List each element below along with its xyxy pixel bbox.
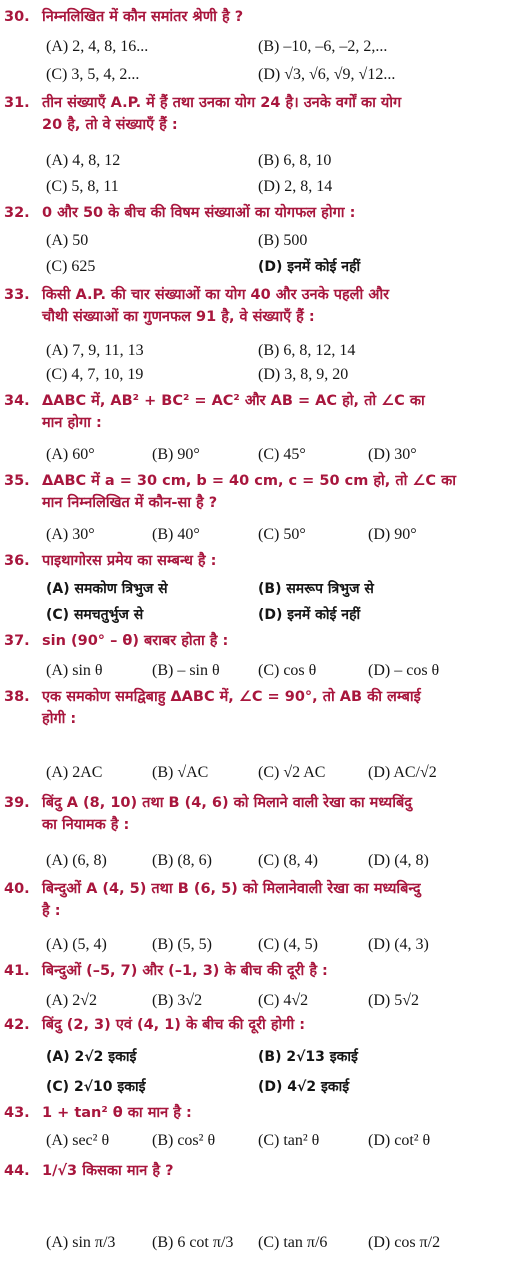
option-text: (A) 2√2 इकाई	[46, 1049, 137, 1065]
option-text: (D) इनमें कोई नहीं	[258, 607, 361, 623]
option-39-a	[46, 850, 107, 871]
option-39-c	[258, 850, 318, 871]
question-line	[4, 306, 503, 328]
question-line	[4, 390, 503, 412]
option-text: (C) 625	[46, 258, 96, 275]
option-39-d	[368, 850, 429, 871]
option-text: (D) इनमें कोई नहीं	[258, 259, 361, 275]
question-text: ΔABC में, AB² + BC² = AC² और AB = AC हो, तो ∠C का	[42, 393, 425, 409]
question-41	[4, 960, 503, 982]
option-text: (A) 30°	[46, 526, 95, 543]
option-text: (C) 2√10 इकाई	[46, 1079, 146, 1095]
option-text: (C) 45°	[258, 446, 306, 463]
question-number: 34.	[4, 393, 30, 409]
option-34-d	[368, 444, 417, 465]
question-line	[4, 708, 503, 730]
question-text: है :	[42, 903, 61, 919]
option-30-c	[46, 64, 139, 85]
question-number: 41.	[4, 963, 30, 979]
option-text: (C) √2 AC	[258, 764, 326, 781]
option-text: (A) 4, 8, 12	[46, 152, 121, 169]
question-line	[4, 92, 503, 114]
option-text: (C) 50°	[258, 526, 306, 543]
question-line	[4, 6, 503, 28]
option-42-a	[46, 1046, 136, 1067]
option-30-b	[258, 36, 387, 57]
option-32-a	[46, 230, 88, 251]
option-text: (B) समरूप त्रिभुज से	[258, 581, 374, 597]
question-line	[4, 1102, 503, 1124]
option-text: (C) 5, 8, 11	[46, 178, 119, 195]
option-text: (C) cos θ	[258, 662, 317, 679]
question-number: 43.	[4, 1105, 30, 1121]
option-38-c	[258, 762, 325, 783]
question-number: 37.	[4, 633, 30, 649]
option-41-d	[368, 990, 419, 1011]
question-38	[4, 686, 503, 730]
option-42-b	[258, 1046, 358, 1067]
question-text: बिन्दुओं A (4, 5) तथा B (6, 5) को मिलानेवाली रेखा का मध्यबिन्दु	[42, 881, 421, 897]
question-number: 31.	[4, 95, 30, 111]
option-31-c	[46, 176, 119, 197]
option-text: (A) (6, 8)	[46, 852, 107, 869]
option-32-b	[258, 230, 307, 251]
option-text: (D) – cos θ	[368, 662, 440, 679]
option-38-d	[368, 762, 437, 783]
option-40-b	[152, 934, 212, 955]
option-44-d	[368, 1232, 440, 1253]
question-35	[4, 470, 503, 514]
option-37-c	[258, 660, 316, 681]
option-text: (A) 2AC	[46, 764, 103, 781]
option-text: (C) समचतुर्भुज से	[46, 607, 144, 623]
question-number: 32.	[4, 205, 30, 221]
option-text: (D) AC/√2	[368, 764, 437, 781]
option-31-a	[46, 150, 120, 171]
question-42	[4, 1014, 503, 1036]
option-text: (B) 500	[258, 232, 308, 249]
question-text: निम्नलिखित में कौन समांतर श्रेणी है ?	[42, 9, 244, 25]
question-line	[4, 814, 503, 836]
question-text: 1 + tan² θ का मान है :	[42, 1105, 192, 1121]
option-42-d	[258, 1076, 349, 1097]
option-40-a	[46, 934, 107, 955]
question-text: बिंदु A (8, 10) तथा B (4, 6) को मिलाने वाली रेखा का मध्यबिंदु	[42, 795, 412, 811]
question-text: मान होगा :	[42, 415, 102, 431]
question-44	[4, 1160, 503, 1182]
option-33-c	[46, 364, 143, 385]
question-text: किसी A.P. की चार संख्याओं का योग 40 और उनके पहली और	[42, 287, 390, 303]
option-text: (C) 3, 5, 4, 2...	[46, 66, 140, 83]
question-number: 36.	[4, 553, 30, 569]
question-text: ΔABC में a = 30 cm, b = 40 cm, c = 50 cm हो, तो ∠C का	[42, 473, 457, 489]
option-text: (A) 60°	[46, 446, 95, 463]
option-31-d	[258, 176, 332, 197]
option-44-a	[46, 1232, 115, 1253]
option-text: (D) 4√2 इकाई	[258, 1079, 350, 1095]
option-text: (A) sec² θ	[46, 1132, 110, 1149]
option-text: (B) (5, 5)	[152, 936, 212, 953]
option-33-d	[258, 364, 348, 385]
option-43-a	[46, 1130, 109, 1151]
question-number: 30.	[4, 9, 30, 25]
question-40	[4, 878, 503, 922]
option-text: (C) tan² θ	[258, 1132, 320, 1149]
option-34-c	[258, 444, 306, 465]
option-text: (D) (4, 3)	[368, 936, 429, 953]
question-number: 42.	[4, 1017, 30, 1033]
option-34-b	[152, 444, 200, 465]
option-40-d	[368, 934, 429, 955]
question-text: तीन संख्याएँ A.P. में हैं तथा उनका योग 24 है। उनके वर्गों का योग	[42, 95, 402, 111]
question-line	[4, 900, 503, 922]
question-line	[4, 114, 503, 136]
option-text: (A) 7, 9, 11, 13	[46, 342, 144, 359]
option-36-c	[46, 604, 143, 625]
question-text: sin (90° – θ) बराबर होता है :	[42, 633, 229, 649]
option-36-a	[46, 578, 168, 599]
question-line	[4, 792, 503, 814]
question-text: पाइथागोरस प्रमेय का सम्बन्ध है :	[42, 553, 217, 569]
option-39-b	[152, 850, 212, 871]
option-text: (B) cos² θ	[152, 1132, 216, 1149]
option-text: (B) 2√13 इकाई	[258, 1049, 358, 1065]
question-text: चौथी संख्याओं का गुणनफल 91 है, वे संख्याएँ हैं :	[42, 309, 315, 325]
option-35-a	[46, 524, 95, 545]
option-32-d	[258, 256, 360, 277]
question-line	[4, 878, 503, 900]
option-30-d	[258, 64, 395, 85]
option-text: (C) tan π/6	[258, 1234, 328, 1251]
question-43	[4, 1102, 503, 1124]
question-text: बिंदु (2, 3) एवं (4, 1) के बीच की दूरी होगी :	[42, 1017, 306, 1033]
option-text: (D) 90°	[368, 526, 417, 543]
option-43-c	[258, 1130, 319, 1151]
question-text: 1/√3 किसका मान है ?	[42, 1163, 174, 1179]
option-text: (D) cos π/2	[368, 1234, 441, 1251]
option-31-b	[258, 150, 331, 171]
option-text: (C) (8, 4)	[258, 852, 318, 869]
option-text: (B) 6, 8, 12, 14	[258, 342, 356, 359]
option-30-a	[46, 36, 148, 57]
question-line	[4, 470, 503, 492]
option-text: (A) 2√2	[46, 992, 97, 1009]
question-line	[4, 686, 503, 708]
option-text: (D) √3, √6, √9, √12...	[258, 66, 396, 83]
question-text: मान निम्नलिखित में कौन-सा है ?	[42, 495, 218, 511]
option-41-c	[258, 990, 308, 1011]
option-35-b	[152, 524, 200, 545]
question-30	[4, 6, 503, 28]
question-line	[4, 492, 503, 514]
option-text: (C) (4, 5)	[258, 936, 318, 953]
question-line	[4, 1160, 503, 1182]
option-text: (B) – sin θ	[152, 662, 220, 679]
question-36	[4, 550, 503, 572]
option-38-a	[46, 762, 102, 783]
option-text: (A) (5, 4)	[46, 936, 107, 953]
question-line	[4, 960, 503, 982]
option-43-b	[152, 1130, 215, 1151]
option-41-b	[152, 990, 202, 1011]
option-35-c	[258, 524, 306, 545]
option-text: (D) 3, 8, 9, 20	[258, 366, 349, 383]
question-33	[4, 284, 503, 328]
option-text: (B) √AC	[152, 764, 209, 781]
option-35-d	[368, 524, 417, 545]
option-33-a	[46, 340, 144, 361]
question-text: बिन्दुओं (–5, 7) और (–1, 3) के बीच की दूरी है :	[42, 963, 328, 979]
question-34	[4, 390, 503, 434]
question-text: होगी :	[42, 711, 77, 727]
option-37-d	[368, 660, 439, 681]
option-37-b	[152, 660, 220, 681]
option-text: (B) –10, –6, –2, 2,...	[258, 38, 388, 55]
option-text: (D) cot² θ	[368, 1132, 431, 1149]
option-text: (B) 40°	[152, 526, 200, 543]
question-number: 40.	[4, 881, 30, 897]
question-line	[4, 284, 503, 306]
option-text: (A) sin θ	[46, 662, 103, 679]
option-38-b	[152, 762, 208, 783]
option-text: (B) 3√2	[152, 992, 203, 1009]
option-text: (D) 5√2	[368, 992, 419, 1009]
question-number: 39.	[4, 795, 30, 811]
question-39	[4, 792, 503, 836]
option-37-a	[46, 660, 103, 681]
option-33-b	[258, 340, 355, 361]
option-44-b	[152, 1232, 233, 1253]
option-text: (A) 2, 4, 8, 16...	[46, 38, 149, 55]
option-text: (C) 4√2	[258, 992, 309, 1009]
question-32	[4, 202, 503, 224]
option-44-c	[258, 1232, 327, 1253]
option-34-a	[46, 444, 95, 465]
option-text: (B) (8, 6)	[152, 852, 212, 869]
option-text: (B) 90°	[152, 446, 200, 463]
question-number: 33.	[4, 287, 30, 303]
question-line	[4, 550, 503, 572]
question-text: 20 है, तो वे संख्याएँ हैं :	[42, 117, 178, 133]
question-31	[4, 92, 503, 136]
option-text: (D) 30°	[368, 446, 417, 463]
option-text: (D) (4, 8)	[368, 852, 429, 869]
question-number: 35.	[4, 473, 30, 489]
option-36-b	[258, 578, 374, 599]
option-42-c	[46, 1076, 146, 1097]
question-line	[4, 202, 503, 224]
question-text: 0 और 50 के बीच की विषम संख्याओं का योगफल होगा :	[42, 205, 356, 221]
question-number: 38.	[4, 689, 30, 705]
question-37	[4, 630, 503, 652]
option-text: (A) 50	[46, 232, 89, 249]
option-text: (B) 6, 8, 10	[258, 152, 332, 169]
question-line	[4, 1014, 503, 1036]
option-text: (D) 2, 8, 14	[258, 178, 333, 195]
option-text: (A) sin π/3	[46, 1234, 116, 1251]
option-41-a	[46, 990, 97, 1011]
question-text: का नियामक है :	[42, 817, 130, 833]
option-text: (A) समकोण त्रिभुज से	[46, 581, 168, 597]
question-text: एक समकोण समद्विबाहु ΔABC में, ∠C = 90°, तो AB की लम्बाई	[42, 689, 421, 705]
option-40-c	[258, 934, 318, 955]
option-text: (B) 6 cot π/3	[152, 1234, 234, 1251]
question-number: 44.	[4, 1163, 30, 1179]
option-text: (C) 4, 7, 10, 19	[46, 366, 144, 383]
question-line	[4, 412, 503, 434]
option-43-d	[368, 1130, 430, 1151]
option-32-c	[46, 256, 95, 277]
option-36-d	[258, 604, 360, 625]
question-line	[4, 630, 503, 652]
